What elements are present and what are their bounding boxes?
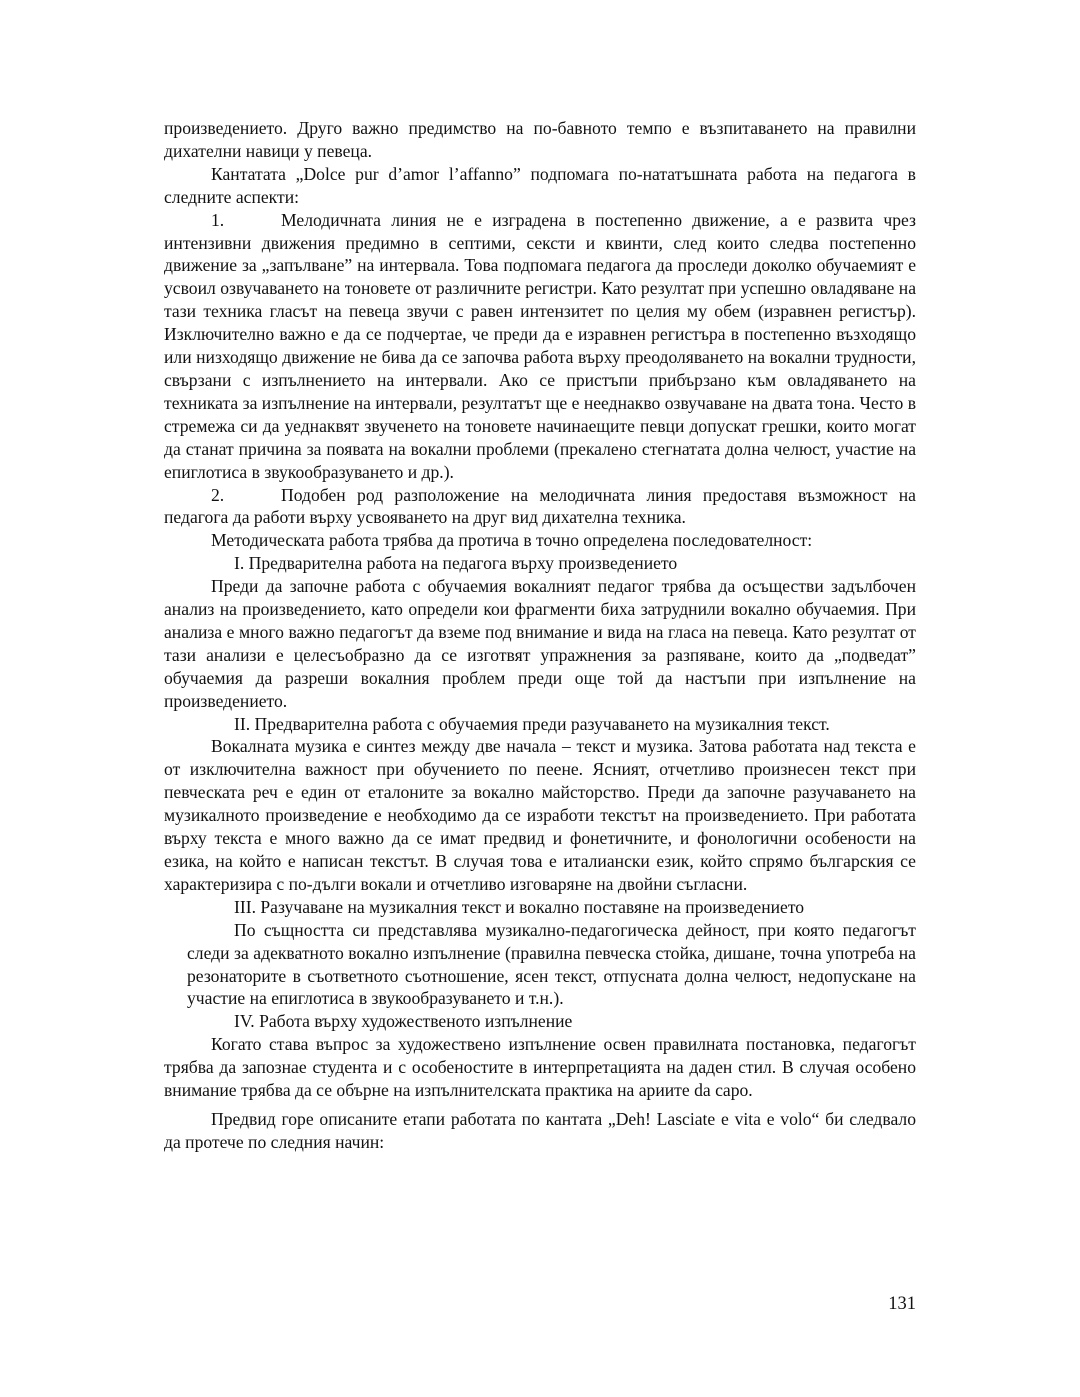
page-number: 131	[888, 1294, 916, 1314]
item-text: Подобен род разположение на мелодичната линия предоставя възможност на педагога да работи върху усвояването на друг вид дихателна техника.	[164, 484, 916, 528]
section-heading-4: IV. Работа върху художественото изпълнение	[234, 1011, 573, 1032]
paragraph-continuation: произведението. Друго важно предимство на по-бавното темпо е възпитаването на правилни дихателни навици у певеца.	[164, 118, 916, 161]
paragraph-cantata-aspects: Кантатата „Dolce pur d’amor l’affanno” подпомага по-нататъшната работа на педагога в следните аспекти:	[164, 163, 916, 207]
paragraph-artistic-performance: Когато става въпрос за художествено изпълнение освен правилната постановка, педагогът трябва да запознае студента и с особеностите в интерпретацията на даден стил. В случая особено внимание трябва да се обърне на изпълнителската практика на ариите da capo.	[164, 1034, 916, 1101]
paragraph-preliminary-analysis: Преди да започне работа с обучаемия вокалният педагог трябва да осъществи задълбочен анализ на произведението, като определи кои фрагменти биха затруднили вокално обучаемия. При анализа е много важно педагогът да вземе под внимание и вида на гласа на певеца. Като резултат от тази анализи е целесъобразно да се изготвят упражнения за разпяване, които да „подведат” обучаемия да разреши вокалния проблем преди още той да настъпи при изпълнение на произведението.	[164, 576, 916, 711]
numbered-item-1	[164, 209, 916, 484]
item-text: Мелодичната линия не е изградена в постепенно движение, а е развита чрез интензивни движения предимно в септими, сексти и квинти, след които следва постепенно движение за „запълване” на интервала. Това подпомага педагога да проследи доколко обучаемият е усвоил озвучаването на тоновете от различните регистри. Като резултат при успешно овладяване на тази техника гласът на певеца звучи с равен интензитет по целия му обем (изравнен регистър). Изключително важно е да се подчертае, че преди да е изравнен регистъра в постепенно възходящо или низходящо движение не бива да се започва работа върху преодоляването на вокални трудности, свързани с изпълнението на интервали. Ако се пристъпи прибързано към овладяването на техниката за изпълнение на интервали, резултатът ще е нееднакво озвучаване на двата тона. Често в стремежа си да уеднаквят звученето на тоновете начинаещите певци допускат грешки, които могат да станат причина за появата на вокални проблеми (прекалено стегнатата долна челюст, участие на епиглотиса в звукообразуването и др.).	[164, 209, 916, 482]
item-number: 2.	[211, 484, 225, 505]
paragraph-vocal-staging: По същността си представлява музикално-педагогическа дейност, при която педагогът следи за адекватното вокално изпълнение (правилна певческа стойка, дишане, точна употреба на резонаторите в съответното съотношение, ясен текст, отпусната долна челюст, недопускане на участие на епиглотиса в звукообразуването и т.н.).	[187, 919, 916, 1009]
numbered-item-2	[164, 484, 916, 530]
section-heading-1: I. Предварителна работа на педагога върху произведението	[234, 553, 678, 574]
paragraph-methodical-sequence: Методическата работа трябва да протича в точно определена последователност:	[211, 530, 813, 551]
item-number: 1.	[211, 209, 225, 230]
paragraph-text-work: Вокалната музика е синтез между две начала – текст и музика. Затова работата над текста е от изключителна важност при обучението по пеене. Ясният, отчетливо произнесен текст при певческата реч е един от еталоните за вокално майсторство. Преди да започне разучаването на музикалното произведение е необходимо да се изработи текстът на произведението. При работата върху текста е много важно да се имат предвид и фонетичните, и фонологични особености на езика, на който е написан текстът. В случая това е италиански език, който спрямо българския се характеризира с по-дълги вокали и отчетливо изговаряне на двойни съгласни.	[164, 736, 916, 894]
section-heading-3: III. Разучаване на музикалния текст и вокално поставяне на произведението	[234, 896, 805, 917]
document-body	[164, 117, 916, 1154]
section-heading-2: II. Предварителна работа с обучаемия преди разучаването на музикалния текст.	[234, 713, 830, 734]
paragraph-cantata-plan: Предвид горе описаните етапи работата по кантата „Deh! Lasciate e vita e volo“ би следвало да протече по следния начин:	[164, 1108, 916, 1152]
